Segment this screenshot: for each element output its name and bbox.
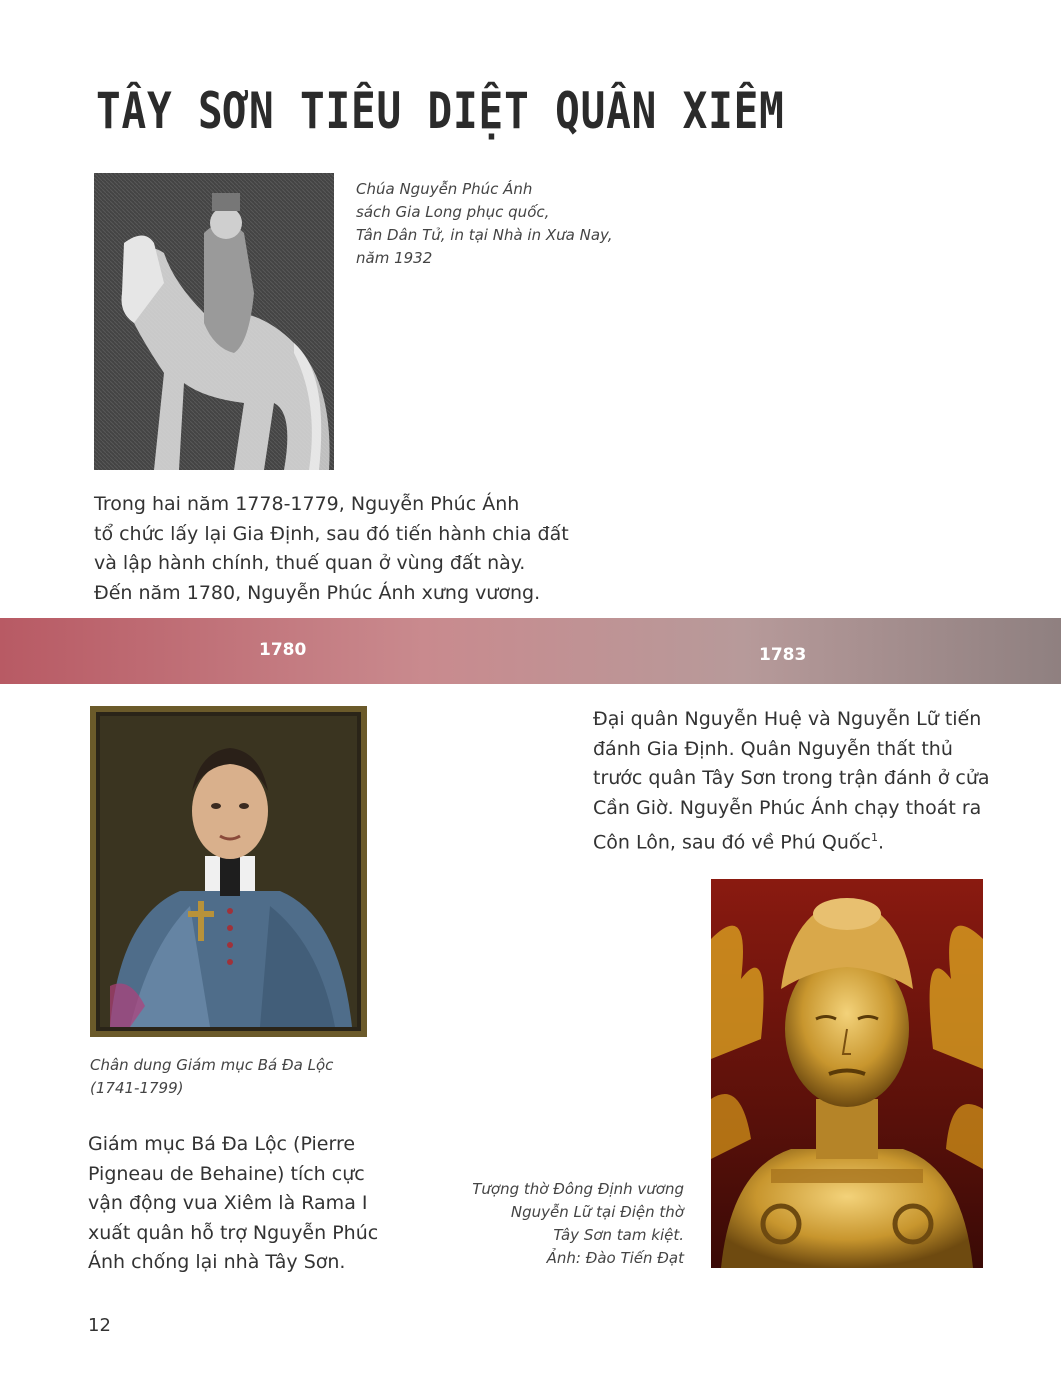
event-1783-last-text: Côn Lôn, sau đó về Phú Quốc — [593, 831, 871, 854]
nguyen-phuc-anh-engraving — [94, 173, 334, 470]
intro-line: tổ chức lấy lại Gia Định, sau đó tiến hành chia đất — [94, 522, 569, 545]
caption-line: Ảnh: Đào Tiến Đạt — [546, 1249, 684, 1267]
caption-line: Chúa Nguyễn Phúc Ánh — [356, 180, 533, 198]
caption-line: Tây Sơn tam kiệt. — [553, 1226, 684, 1244]
event-1780-line: Pigneau de Behaine) tích cực — [88, 1162, 365, 1185]
page-title: TÂY SƠN TIÊU DIỆT QUÂN XIÊM — [96, 82, 785, 140]
dong-dinh-vuong-statue — [711, 879, 983, 1268]
ba-da-loc-portrait — [90, 706, 367, 1037]
event-1783-line: Cần Giờ. Nguyễn Phúc Ánh chạy thoát ra — [593, 796, 982, 819]
event-1783-line: trước quân Tây Sơn trong trận đánh ở cửa — [593, 767, 990, 789]
timeline-band — [0, 618, 1061, 684]
intro-line: Trong hai năm 1778-1779, Nguyễn Phúc Ánh — [94, 493, 520, 515]
caption-line: sách Gia Long phục quốc, — [356, 203, 550, 221]
caption-line: (1741-1799) — [90, 1079, 184, 1097]
intro-line: và lập hành chính, thuế quan ở vùng đất này. — [94, 552, 526, 574]
caption-line: Nguyễn Lữ tại Điện thờ — [510, 1203, 684, 1221]
footnote-marker: 1 — [870, 831, 878, 844]
event-1783-line: Côn Lôn, sau đó về Phú Quốc$^1$. — [593, 831, 884, 854]
dong-dinh-vuong-caption — [430, 1178, 684, 1270]
timeline-year-1780: 1780 — [259, 640, 307, 660]
event-1783-line: đánh Gia Định. Quân Nguyễn thất thủ — [593, 737, 953, 760]
caption-line: Tân Dân Tử, in tại Nhà in Xưa Nay, — [356, 226, 613, 244]
event-1783-paragraph — [593, 705, 990, 858]
intro-paragraph — [94, 490, 569, 608]
caption-line: năm 1932 — [356, 249, 433, 267]
page-number: 12 — [88, 1315, 111, 1336]
event-1780-line: vận động vua Xiêm là Rama I — [88, 1192, 368, 1214]
intro-line: Đến năm 1780, Nguyễn Phúc Ánh xưng vương. — [94, 581, 541, 604]
timeline-year-1783: 1783 — [759, 645, 807, 665]
caption-line: Tượng thờ Đông Định vương — [472, 1180, 684, 1198]
nguyen-phuc-anh-caption — [356, 178, 613, 270]
event-1783-line: Đại quân Nguyễn Huệ và Nguyễn Lữ tiến — [593, 708, 982, 730]
event-1780-paragraph — [88, 1130, 378, 1278]
caption-line: Chân dung Giám mục Bá Đa Lộc — [90, 1056, 334, 1074]
ba-da-loc-caption — [90, 1054, 333, 1100]
event-1780-line: Ánh chống lại nhà Tây Sơn. — [88, 1251, 346, 1273]
event-1780-line: Giám mục Bá Đa Lộc (Pierre — [88, 1133, 356, 1155]
event-1780-line: xuất quân hỗ trợ Nguyễn Phúc — [88, 1221, 379, 1244]
